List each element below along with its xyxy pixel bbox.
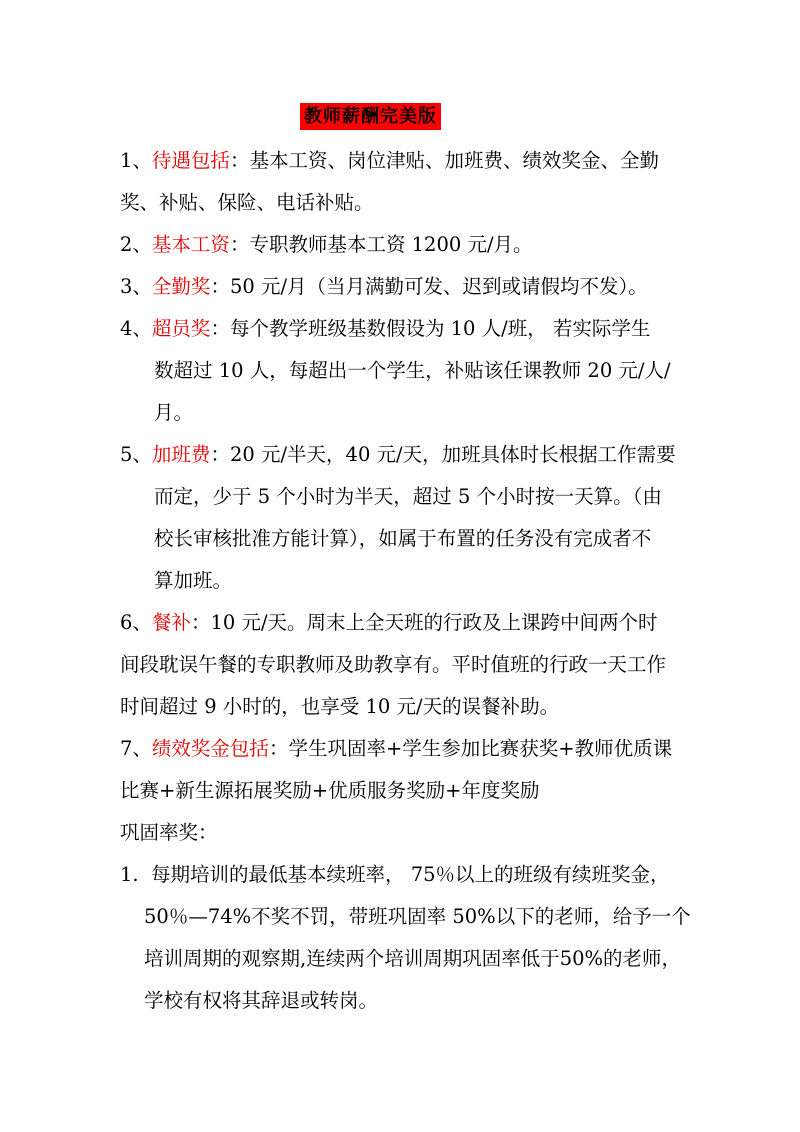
item-label: 待遇包括 (151, 149, 230, 172)
item-4-line-3: 月。 (154, 401, 194, 424)
item-label: 加班费 (151, 443, 211, 466)
document-title: 教师薪酬完美版 (300, 103, 441, 130)
item-number: 7、 (120, 737, 152, 760)
sub-item-1-line-3: 培训周期的观察期,连续两个培训周期巩固率低于50%的老师， (144, 947, 682, 970)
item-7-line-1: 7、绩效奖金包括：学生巩固率+学生参加比赛获奖+教师优质课 (120, 737, 673, 760)
sub-item-1-line-4: 学校有权将其辞退或转岗。 (144, 989, 379, 1012)
item-1-line-1: 1、待遇包括：基本工资、岗位津贴、加班费、绩效奖金、全勤 (120, 149, 659, 172)
item-text: 基本工资、岗位津贴、加班费、绩效奖金、全勤 (249, 149, 659, 172)
item-5-line-2: 而定，少于 5 个小时为半天，超过 5 个小时按一天算。（由 (154, 485, 662, 508)
item-label: 绩效奖金包括 (151, 737, 269, 760)
item-5-line-4: 算加班。 (154, 569, 233, 592)
item-6-line-3: 时间超过 9 小时的，也享受 10 元/天的误餐补助。 (120, 695, 560, 718)
item-text: 专职教师基本工资 1200 元/月。 (249, 233, 533, 256)
item-4-line-1: 4、超员奖：每个教学班级基数假设为 10 人/班， 若实际学生 (120, 317, 651, 340)
item-label: 基本工资 (151, 233, 230, 256)
item-1-line-2: 奖、补贴、保险、电话补贴。 (120, 191, 374, 214)
item-text: 20 元/半天，40 元/天，加班具体时长根据工作需要 (229, 443, 676, 466)
item-number: 2、 (120, 233, 152, 256)
item-7-line-2: 比赛+新生源拓展奖励+优质服务奖励+年度奖励 (120, 779, 540, 802)
item-5-line-1: 5、加班费：20 元/半天，40 元/天，加班具体时长根据工作需要 (120, 443, 676, 466)
item-text: 学生巩固率+学生参加比赛获奖+教师优质课 (288, 737, 673, 760)
item-number: 5、 (120, 443, 152, 466)
document-body (120, 140, 700, 1022)
item-4-line-2: 数超过 10 人，每超出一个学生，补贴该任课教师 20 元/人/ (154, 359, 671, 382)
item-3-line-1: 3、全勤奖：50 元/月（当月满勤可发、迟到或请假均不发）。 (120, 275, 648, 298)
item-number: 1、 (120, 149, 152, 172)
sub-item-text: 每期培训的最低基本续班率， 75％以上的班级有续班奖金， (151, 863, 670, 886)
sub-item-1-line-1 (120, 854, 700, 896)
item-text: 10 元/天。周末上全天班的行政及上课跨中间两个时 (210, 611, 658, 634)
item-2-line-1: 2、基本工资：专职教师基本工资 1200 元/月。 (120, 233, 533, 256)
item-number: 6、 (120, 611, 152, 634)
sub-item-1-line-2: 50％—74%不奖不罚，带班巩固率 50%以下的老师，给予一个 (144, 905, 691, 928)
item-text: 50 元/月（当月满勤可发、迟到或请假均不发）。 (229, 275, 648, 298)
subheading: 巩固率奖： (120, 821, 218, 844)
item-label: 超员奖 (151, 317, 211, 340)
item-6-line-2: 间段耽误午餐的专职教师及助教享有。平时值班的行政一天工作 (120, 653, 667, 676)
item-label: 餐补 (151, 611, 191, 634)
sub-item-number: 1. (120, 863, 139, 886)
item-number: 3、 (120, 275, 152, 298)
item-5-line-3: 校长审核批准方能计算），如属于布置的任务没有完成者不 (154, 527, 652, 550)
item-label: 全勤奖 (151, 275, 211, 298)
item-text: 每个教学班级基数假设为 10 人/班， 若实际学生 (229, 317, 651, 340)
item-6-line-1: 6、餐补：10 元/天。周末上全天班的行政及上课跨中间两个时 (120, 611, 658, 634)
item-number: 4、 (120, 317, 152, 340)
